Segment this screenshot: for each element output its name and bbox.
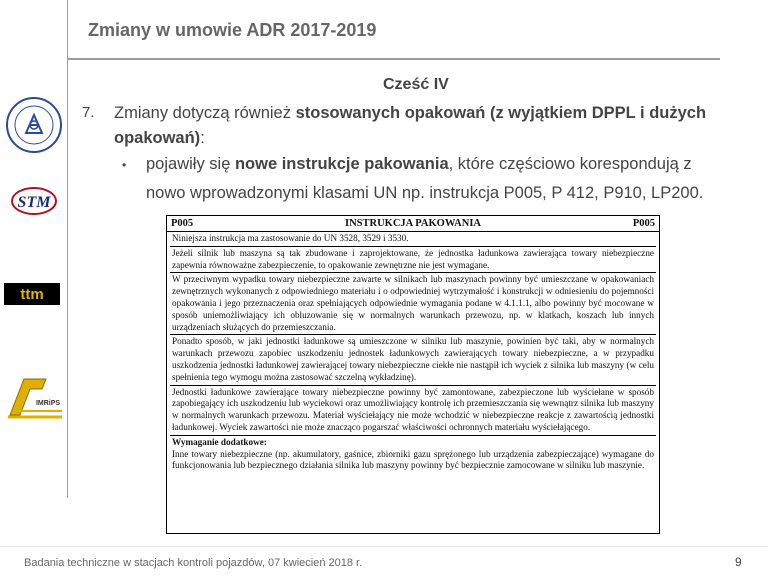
- packing-instruction-table: [166, 215, 660, 534]
- stm-logo: [8, 185, 60, 219]
- table-paragraph: Jeżeli silnik lub maszyna są tak zbudowane i zaprojektowane, że jednostka ładunkowa zawierająca towary niebezpieczne zapewnia równoważne zabezpieczenie, to opakowanie zewnętrzne nie jest wymagane.: [170, 247, 656, 274]
- page-number: 9: [735, 555, 742, 569]
- subitem-text-bold: nowe instrukcje pakowania: [234, 155, 449, 173]
- table-paragraph: Jednostki ładunkowe zawierające towary niebezpieczne powinny być zamontowane, zabezpieczone lub wyściełane w sposób zapobiegający ich uszkodzeniu lub wyciekowi oraz umożliwiający kontrolę ich przemieszczania się wewnątrz silnika lub maszyny w normalnych warunkach przewozu. Materiał wyściełający nie może wchodzić w niebezpieczne reakcje z zawartością jednostki ładunkowej. Wyciek zawartości nie może znacząco pogarszać właściwości ochronnych materiału wyściełającego.: [170, 386, 656, 436]
- subitem-text-lead: pojawiły się: [146, 155, 235, 173]
- item-number: 7.: [82, 104, 95, 121]
- section-heading: Cześć IV: [383, 76, 449, 93]
- university-seal-logo: [4, 95, 64, 159]
- code-right: P005: [632, 218, 655, 229]
- svg-text:ttm: ttm: [20, 286, 44, 303]
- item-text-bold: stosowanych opakowań (z wyjątkiem DPPL i dużych opakowań): [114, 104, 707, 147]
- additional-requirement: [170, 436, 656, 473]
- table-heading: INSTRUKCJA PAKOWANIA: [344, 218, 482, 229]
- item-text-tail: :: [200, 129, 205, 147]
- table-header-row: [167, 216, 659, 232]
- subitem-text-tail: , które częściowo korespondują z nowo wprowadzonymi klasami UN np. instrukcja P005, P 412, P910, LP200.: [146, 155, 704, 202]
- additional-requirement-text: Inne towary niebezpieczne (np. akumulatory, gaśnice, zbiorniki gazu sprężonego lub urządzenia zabezpieczające) wymagane do funkcjonowania lub bezpiecznego działania silnika lub maszyny powinny być bezpiecznie zamocowane w silniku lub maszynie.: [172, 448, 654, 471]
- item-text-lead: Zmiany dotyczą również: [114, 104, 296, 122]
- title-underline: [67, 58, 720, 60]
- footer-text: Badania techniczne w stacjach kontroli pojazdów, 07 kwiecień 2018 r.: [24, 557, 363, 569]
- table-paragraph: Niniejsza instrukcja ma zastosowanie do UN 3528, 3529 i 3530.: [170, 232, 656, 247]
- subitem-text: [146, 150, 726, 208]
- pimrips-logo: [2, 375, 66, 421]
- table-paragraph: Ponadto sposób, w jaki jednostki ładunkowe są umieszczone w silniku lub maszynie, powinien być taki, aby w normalnych warunkach przewozu zapobiec uszkodzeniu jednostek ładunkowych zawierających towary niebezpieczne, a w przypadku uszkodzenia jednostki ładunkowej zawierającej towary niebezpieczne ciekłe nie nastąpił ich wyciek z silnika lub maszyny (w celu spełnienia tego wymogu można zastosować szczelną wykładzinę).: [170, 335, 656, 385]
- ttm-logo: [4, 283, 64, 307]
- additional-requirement-title: Wymaganie dodatkowe:: [172, 436, 267, 447]
- footer-divider: [0, 546, 768, 547]
- svg-text:IMRiPS: IMRiPS: [35, 400, 61, 407]
- bullet-dot: •: [122, 158, 127, 172]
- code-left: P005: [171, 218, 194, 229]
- item-text: [114, 101, 714, 151]
- slide-title: Zmiany w umowie ADR 2017-2019: [88, 20, 377, 40]
- left-vertical-rule: [67, 0, 68, 498]
- table-paragraph: W przeciwnym wypadku towary niebezpieczne zawarte w silnikach lub maszynach powinny być umieszczane w opakowaniach zewnętrznych wykonanych z odpowiedniego materiału i o odpowiedniej wytrzymałość i konstrukcji w odniesieniu do pojemności opakowania i jego przeznaczenia oraz spełniających odpowiednie wymagania podane w 4.1.1.1, albo powinny być mocowane w sposób uniemożliwiający ich obluzowanie się w normalnych warunkach przewozu, np. w klatkach, koszach lub innych urządzeniach służących do przemieszczania.: [170, 273, 656, 335]
- svg-text:STM: STM: [17, 194, 51, 211]
